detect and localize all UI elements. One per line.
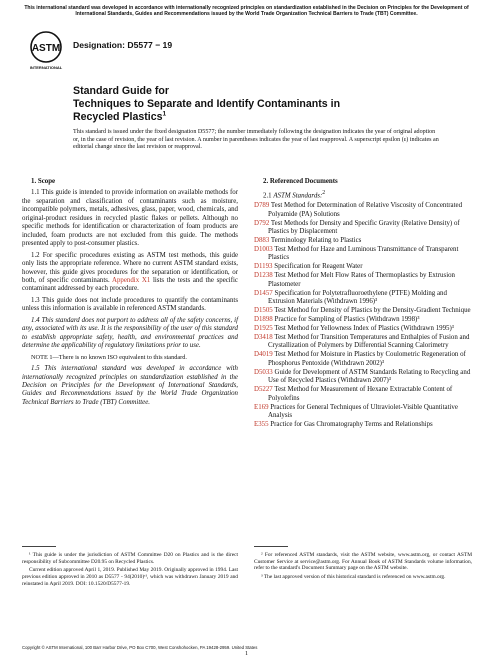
svg-text:INTERNATIONAL: INTERNATIONAL (29, 65, 63, 70)
copyright-line: Copyright © ASTM International, 100 Barr Harbor Drive, PO Box C700, West Conshohocken, PA 19428-2959. United States (22, 645, 258, 650)
reference-item (254, 386, 472, 403)
scope-para-1-1: 1.1 This guide is intended to provide information on available methods for the separation and classification of contaminants such as moisture, incompatible polymers, metals, adhesives, glass, paper, wood, chemicals, and original-product residues in recycled plastic flakes or pellets. Although no specific methods for identification or characterization of foam products are included, foam products are not excluded from this guide. The methods presented apply to post-consumer plastics. (22, 189, 238, 248)
reference-title: Specification for Polytetrafluoroethylene (PTFE) Molding and Extrusion Materials (Withdrawn 1996)³ (268, 289, 447, 306)
reference-title: Test Method for Transition Temperatures and Enthalpies of Fusion and Crystallization of Polymers by Differential Scanning Calorimetry (268, 334, 470, 350)
astm-logo (28, 30, 64, 72)
reference-code-link[interactable]: E169 (254, 403, 269, 411)
reference-item (254, 202, 472, 219)
title-line-3: Recycled Plastics (73, 111, 163, 123)
reference-code-link[interactable]: D5033 (254, 368, 273, 376)
reference-item (254, 334, 472, 351)
astm-standards-subheading: 2.1 ASTM Standards:$^2$ (263, 190, 326, 200)
title-footnote-mark: 1 (162, 110, 167, 118)
reference-code-link[interactable]: D1193 (254, 263, 273, 271)
designation: Designation: D5577 − 19 (73, 40, 173, 50)
appendix-x1-link[interactable]: Appendix X1 (111, 276, 151, 284)
reference-item (254, 421, 472, 429)
reference-item (254, 316, 472, 324)
title-line-1: Standard Guide for (73, 85, 169, 97)
reference-title: Test Method for Melt Flow Rates of Thermoplastics by Extrusion Plastometer (268, 272, 455, 288)
scope-para-1-2: 1.2 For specific procedures existing as ASTM test methods, this guide only lists the appropriate reference. Where no current ASTM standard exists, however, this guide gives procedures for the separation or identification, or both, of specific contaminants. Appendix X1 lists the tests and the specific contaminant addressed by each procedure. (22, 251, 238, 293)
footnote-1: ¹ This guide is under the jurisdiction of ASTM Committee D20 on Plastics and is the direct responsibility of Subcommittee D20.95 on Recycled Plastics. (22, 552, 238, 565)
reference-code-link[interactable]: D1457 (254, 289, 273, 297)
footnotes-right (254, 546, 472, 583)
reference-title: Test Method for Yellowness Index of Plastics (Withdrawn 1995)³ (272, 325, 454, 333)
note-1: NOTE 1—There is no known ISO equivalent to this standard. (31, 353, 187, 361)
document-title (73, 85, 433, 124)
scope-para-1-3: 1.3 This guide does not include procedures to quantify the contaminants unless this information is available in referenced ASTM standards. (22, 296, 238, 313)
scope-heading: 1. Scope (31, 178, 56, 185)
reference-title: Test Methods for Density and Specific Gravity (Relative Density) of Plastics by Displacement (268, 219, 460, 236)
reference-code-link[interactable]: D1238 (254, 272, 273, 280)
reference-code-link[interactable]: E355 (254, 421, 269, 429)
footnote-divider (22, 546, 56, 547)
reference-title: Test Method for Determination of Relative Viscosity of Concentrated Polyamide (PA) Solutions (268, 202, 463, 218)
footnote-3: ³ The last approved version of this historical standard is referenced on www.astm.org. (261, 574, 446, 581)
page-number: 1 (244, 650, 249, 657)
title-line-2: Techniques to Separate and Identify Contaminants in (73, 98, 341, 110)
scope-para-1-5: 1.5 This international standard was developed in accordance with internationally recognized principles on standardization established in the Decision on Principles for the Development of International Standards, Guides and Recommendations issued by the World Trade Organization Technical Barriers to Trade (TBT) Committee. (22, 365, 238, 406)
standards-notice: This international standard was developed in accordance with internationally recognized principles on standardization established in the Decision on Principles for the Development of International Standards, Guides and Recommendations issued by the World Trade Organization Technical Barriers to Trade (TBT) Committee. (24, 5, 469, 18)
reference-title: Specification for Reagent Water (272, 263, 363, 271)
reference-title: Test Method for Measurement of Hexane Extractable Content of Polyolefins (268, 386, 453, 402)
svg-text:ASTM: ASTM (31, 43, 61, 54)
reference-code-link[interactable]: D883 (254, 237, 270, 245)
reference-code-link[interactable]: D789 (254, 202, 270, 210)
reference-code-link[interactable]: D1003 (254, 245, 273, 253)
footnote-2: ² For referenced ASTM standards, visit the ASTM website, www.astm.org, or contact ASTM Customer Service at service@astm.org. For Annual Book of ASTM Standards volume information, refer to the standard's Document Summary page on the ASTM website. (254, 552, 472, 572)
footnote-edition: Current edition approved April 1, 2019. Published May 2019. Originally approved in 1994. Last previous edition approved in 2010 as D5577 - 94(2010)ᵋ¹, which was withdrawn January 2019 and reinstated in April 2019. DOI: 10.1520/D5577-19. (22, 567, 238, 587)
reference-code-link[interactable]: D4019 (254, 351, 273, 359)
reference-title: Guide for Development of ASTM Standards Relating to Recycling and Use of Recycled Plastics (Withdrawn 2007)³ (268, 368, 471, 385)
referenced-heading: 2. Referenced Documents (263, 178, 338, 185)
reference-item (254, 272, 472, 289)
reference-list (254, 202, 472, 429)
reference-code-link[interactable]: D792 (254, 219, 270, 227)
footnote-divider (254, 546, 288, 547)
reference-title: Practices for General Techniques of Ultraviolet-Visible Quantitative Analysis (268, 403, 458, 420)
reference-title: Test Method for Moisture in Plastics by Coulometric Regeneration of Phosphorus Pentoxide (Withdrawn 2002)³ (268, 351, 466, 367)
reference-item (254, 237, 472, 245)
issued-statement: This standard is issued under the fixed designation D5577; the number immediately following the designation indicates the year of original adoption or, in the case of revision, the year of last revision. A number in parentheses indicates the year of last reapproval. A superscript epsilon (ε) indicates an editorial change since the last revision or reapproval. (73, 129, 439, 151)
reference-item (254, 369, 472, 386)
reference-code-link[interactable]: D5227 (254, 386, 273, 394)
scope-section (22, 178, 238, 410)
reference-item (254, 290, 472, 307)
reference-item (254, 404, 472, 421)
reference-item (254, 220, 472, 237)
reference-item (254, 307, 472, 315)
referenced-documents-section (254, 178, 472, 430)
reference-item (254, 351, 472, 368)
reference-code-link[interactable]: D1925 (254, 325, 273, 333)
reference-item (254, 325, 472, 333)
reference-item (254, 246, 472, 263)
footnotes-left (22, 546, 238, 590)
reference-title: Test Method for Density of Plastics by the Density-Gradient Technique (272, 307, 471, 315)
reference-code-link[interactable]: D1898 (254, 316, 273, 324)
reference-title: Test Method for Haze and Luminous Transmittance of Transparent Plastics (268, 245, 459, 262)
reference-item (254, 263, 472, 271)
reference-title: Practice for Sampling of Plastics (Withdrawn 1998)³ (272, 316, 420, 324)
scope-para-1-4: 1.4 This standard does not purport to address all of the safety concerns, if any, associated with its use. It is the responsibility of the user of this standard to establish appropriate safety, health, and environmental practices and determine the applicability of regulatory limitations prior to use. (22, 316, 238, 350)
reference-code-link[interactable]: D3418 (254, 334, 273, 341)
reference-title: Practice for Gas Chromatography Terms and Relationships (268, 421, 433, 429)
reference-title: Terminology Relating to Plastics (269, 237, 362, 245)
reference-code-link[interactable]: D1505 (254, 307, 273, 315)
